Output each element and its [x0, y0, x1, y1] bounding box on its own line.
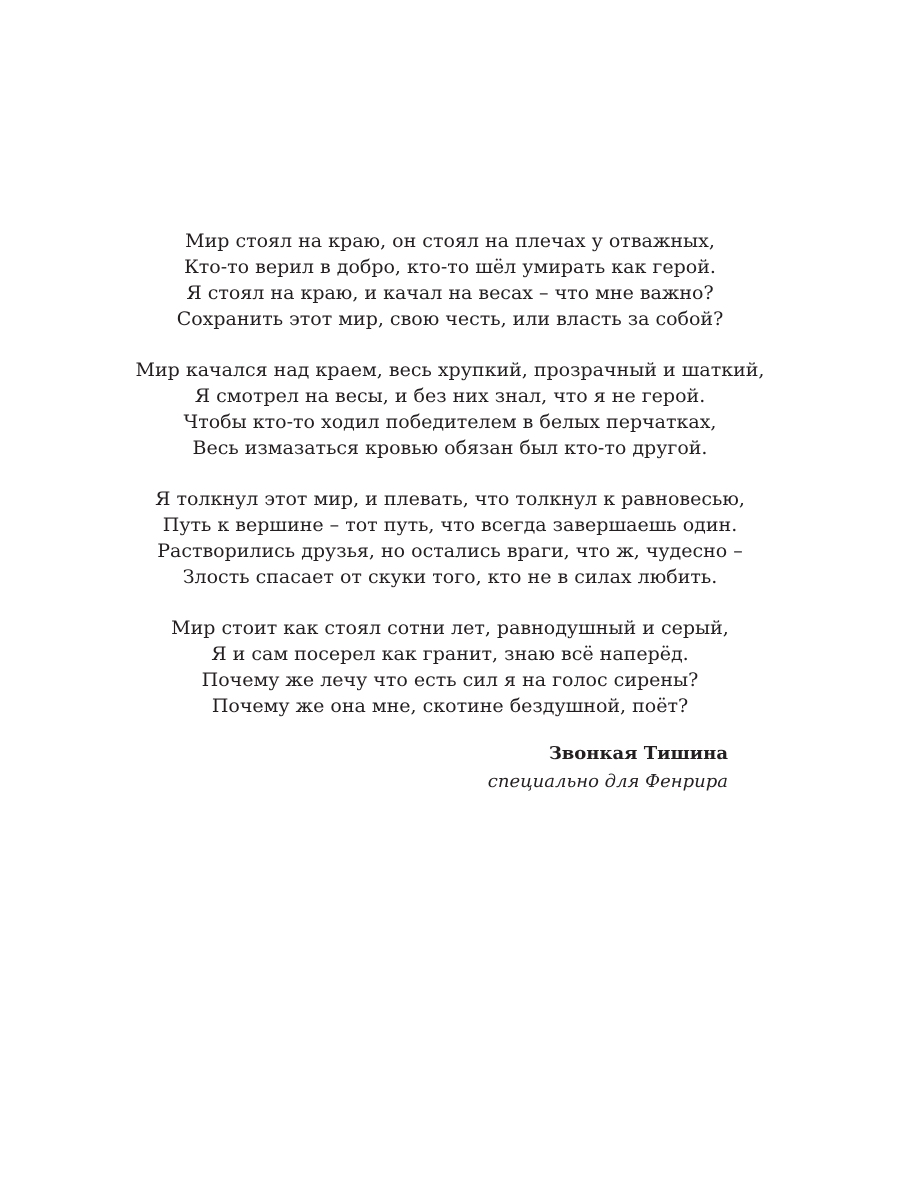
signature-block: [488, 740, 728, 796]
poem-line: Злость спасает от скуки того, кто не в силах любить.: [182, 566, 718, 588]
poem-line: Мир стоял на краю, он стоял на плечах у отважных,: [185, 230, 715, 252]
poem-line: Мир стоит как стоял сотни лет, равнодушный и серый,: [171, 617, 729, 639]
poem-line: Я стоял на краю, и качал на весах – что мне важно?: [186, 282, 714, 304]
poem-line: Почему же лечу что есть сил я на голос сирены?: [201, 669, 699, 691]
poem-line: Путь к вершине – тот путь, что всегда завершаешь один.: [162, 514, 738, 536]
dedication-note: специально для Фенрира: [487, 771, 728, 792]
stanza-2: [0, 357, 900, 461]
poem-line: Я смотрел на весы, и без них знал, что я не герой.: [194, 385, 706, 407]
poem-line: Сохранить этот мир, свою честь, или власть за собой?: [176, 308, 724, 330]
stanza-1: [0, 228, 900, 332]
poem: [0, 228, 900, 744]
author-name: Звонкая Тишина: [548, 743, 728, 764]
poem-line: Я и сам посерел как гранит, знаю всё наперёд.: [211, 643, 689, 665]
poem-line: Весь измазаться кровью обязан был кто-то другой.: [192, 437, 708, 459]
poem-line: Растворились друзья, но остались враги, что ж, чудесно –: [157, 540, 743, 562]
stanza-3: [0, 486, 900, 590]
poem-line: Я толкнул этот мир, и плевать, что толкнул к равновесью,: [155, 488, 745, 510]
stanza-4: [0, 615, 900, 719]
poem-line: Почему же она мне, скотине бездушной, поёт?: [211, 695, 689, 717]
poem-line: Чтобы кто-то ходил победителем в белых перчатках,: [183, 411, 717, 433]
poem-line: Кто-то верил в добро, кто-то шёл умирать как герой.: [184, 256, 716, 278]
poem-line: Мир качался над краем, весь хрупкий, прозрачный и шаткий,: [135, 359, 765, 381]
